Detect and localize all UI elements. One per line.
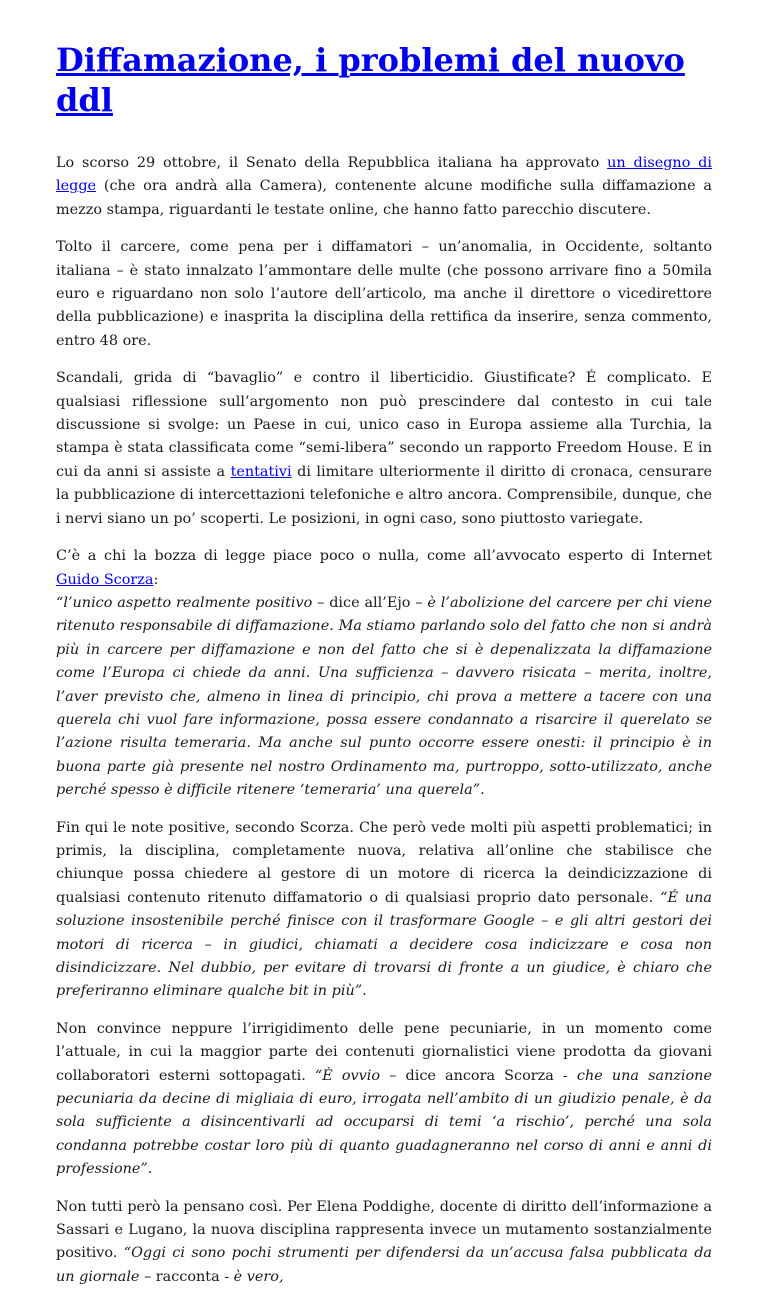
scorza-quote: è l’abolizione del carcere per chi viene ritenuto responsabile di diffamazione. Ma stiamo parlando solo del fatto che non si andrà più in carcere per diffamazione e non del fatto che si è depenalizzata la diffamazione come l’Europa ci chiede da anni. Una sufficienza – davvero risicata – merita, inoltre, l’aver previsto che, almeno in linea di principio, chi prova a mettere a tacere con una querela chi vuol fare informazione, possa essere condannato a risarcire il querelato se l’azione risulta temeraria. Ma anche sul punto occorre essere onesti: il principio è in buona parte già presente nel nostro Ordinamento ma, purtroppo, sotto-utilizzato, anche perché spesso è difficile ritenere ‘temeraria’ una querela”. <box>56 594 712 799</box>
paragraph-7-attribution: – racconta - <box>139 1268 234 1285</box>
paragraph-3-text-end: di limitare ulteriormente il diritto di cronaca, censurare la pubblicazione di intercettazioni telefoniche e altro ancora. Comprensibile, dunque, che i nervi siano un po’ scoperti. Le posizioni, in ogni caso, sono piuttosto variegate. <box>56 463 713 527</box>
paragraph-5 <box>56 817 712 1004</box>
paragraph-7-text: Non tutti però la pensano così. Per Elena Poddighe, docente di diritto dell’informazione a Sassari e Lugano, la nuova disciplina rappresenta invece un mutamento sostanzialmente positivo. <box>56 1198 712 1262</box>
paragraph-4-colon: : <box>153 571 159 588</box>
guido-scorza-link[interactable]: Guido Scorza <box>56 571 154 588</box>
paragraph-6-attribution: – dice ancora Scorza - <box>380 1067 577 1084</box>
paragraph-7 <box>56 1196 712 1289</box>
paragraph-1-text: Lo scorso 29 ottobre, il Senato della Repubblica italiana ha approvato <box>56 155 608 171</box>
article-title-link[interactable]: Diffamazione, i problemi del nuovo ddl <box>56 41 685 119</box>
paragraph-1-text-end: (che ora andrà alla Camera), contenente alcune modifiche sulla diffamazione a mezzo stampa, riguardanti le testate online, che hanno fatto parecchio discutere. <box>56 178 712 218</box>
paragraph-4 <box>56 545 712 802</box>
paragraph-3-text: Scandali, grida di “bavaglio” e contro il liberticidio. Giustificate? É complicato. E qualsiasi riflessione sull’argomento non può prescindere dal contesto in cui tale discussione si svolge: un Paese in cui, unico caso in Europa assieme alla Turchia, la stampa è stata classificata come “semi-libera” secondo un rapporto Freedom House. E in cui da anni si assiste a <box>56 370 712 480</box>
paragraph-3 <box>56 367 712 531</box>
poddighe-quote-start: “Oggi ci sono pochi strumenti per difendersi da un’accusa falsa pubblicata da un giornale <box>56 1245 712 1285</box>
paragraph-1 <box>56 152 712 222</box>
tentativi-link[interactable]: tentativi <box>230 463 292 480</box>
paragraph-6-quote-start: “È ovvio <box>314 1067 381 1084</box>
poddighe-quote: è vero, <box>233 1268 284 1285</box>
paragraph-4-text: C’è a chi la bozza di legge piace poco o nulla, come all’avvocato esperto di Internet <box>56 548 712 565</box>
paragraph-5-text: Fin qui le note positive, secondo Scorza. Che però vede molti più aspetti problematici; in primis, la disciplina, completamente nuova, relativa all’online che stabilisce che chiunque possa chiedere al gestore di un motore di ricerca la deindicizzazione di qualsiasi contenuto ritenuto diffamatorio o di qualsiasi proprio dato personale. <box>56 819 712 906</box>
paragraph-6-quote: che una sanzione pecuniaria da decine di migliaia di euro, irrogata nell’ambito di un giudizio penale, è da sola sufficiente a disincentivarli ad occuparsi di temi ‘a rischio’, perché una sola condanna potrebbe costar loro più di quanto guadagneranno nel corso di anni e anni di professione”. <box>56 1067 712 1178</box>
article-title <box>56 40 712 120</box>
paragraph-2: Tolto il carcere, come pena per i diffamatori – un’anomalia, in Occidente, soltanto italiana – è stato innalzato l’ammontare delle multe (che possono arrivare fino a 50mila euro e riguardano non solo l’autore dell’articolo, ma anche il direttore o vicedirettore della pubblicazione) e inasprita la disciplina della rettifica da inserire, senza commento, entro 48 ore. <box>56 239 712 349</box>
paragraph-6-text: Non convince neppure l’irrigidimento delle pene pecuniarie, in un momento come l’attuale, in cui la maggior parte dei contenuti giornalistici viene prodotta da giovani collaboratori esterni sottopagati. <box>56 1020 712 1084</box>
paragraph-4-attribution: – dice all’Ejo – <box>312 594 428 611</box>
disegno-di-legge-link[interactable]: un disegno di legge <box>56 155 712 195</box>
paragraph-5-quote: “É una soluzione insostenibile perché finisce con il trasformare Google – e gli altri gestori dei motori di ricerca – in giudici, chiamati a decidere cosa indicizzare e cosa non disindicizzare. Nel dubbio, per evitare di trovarsi di fronte a un giudice, è chiaro che preferiranno eliminare qualche bit in più”. <box>56 889 712 1000</box>
scorza-quote-start: “l’unico aspetto realmente positivo <box>56 594 313 611</box>
paragraph-6 <box>56 1018 712 1182</box>
